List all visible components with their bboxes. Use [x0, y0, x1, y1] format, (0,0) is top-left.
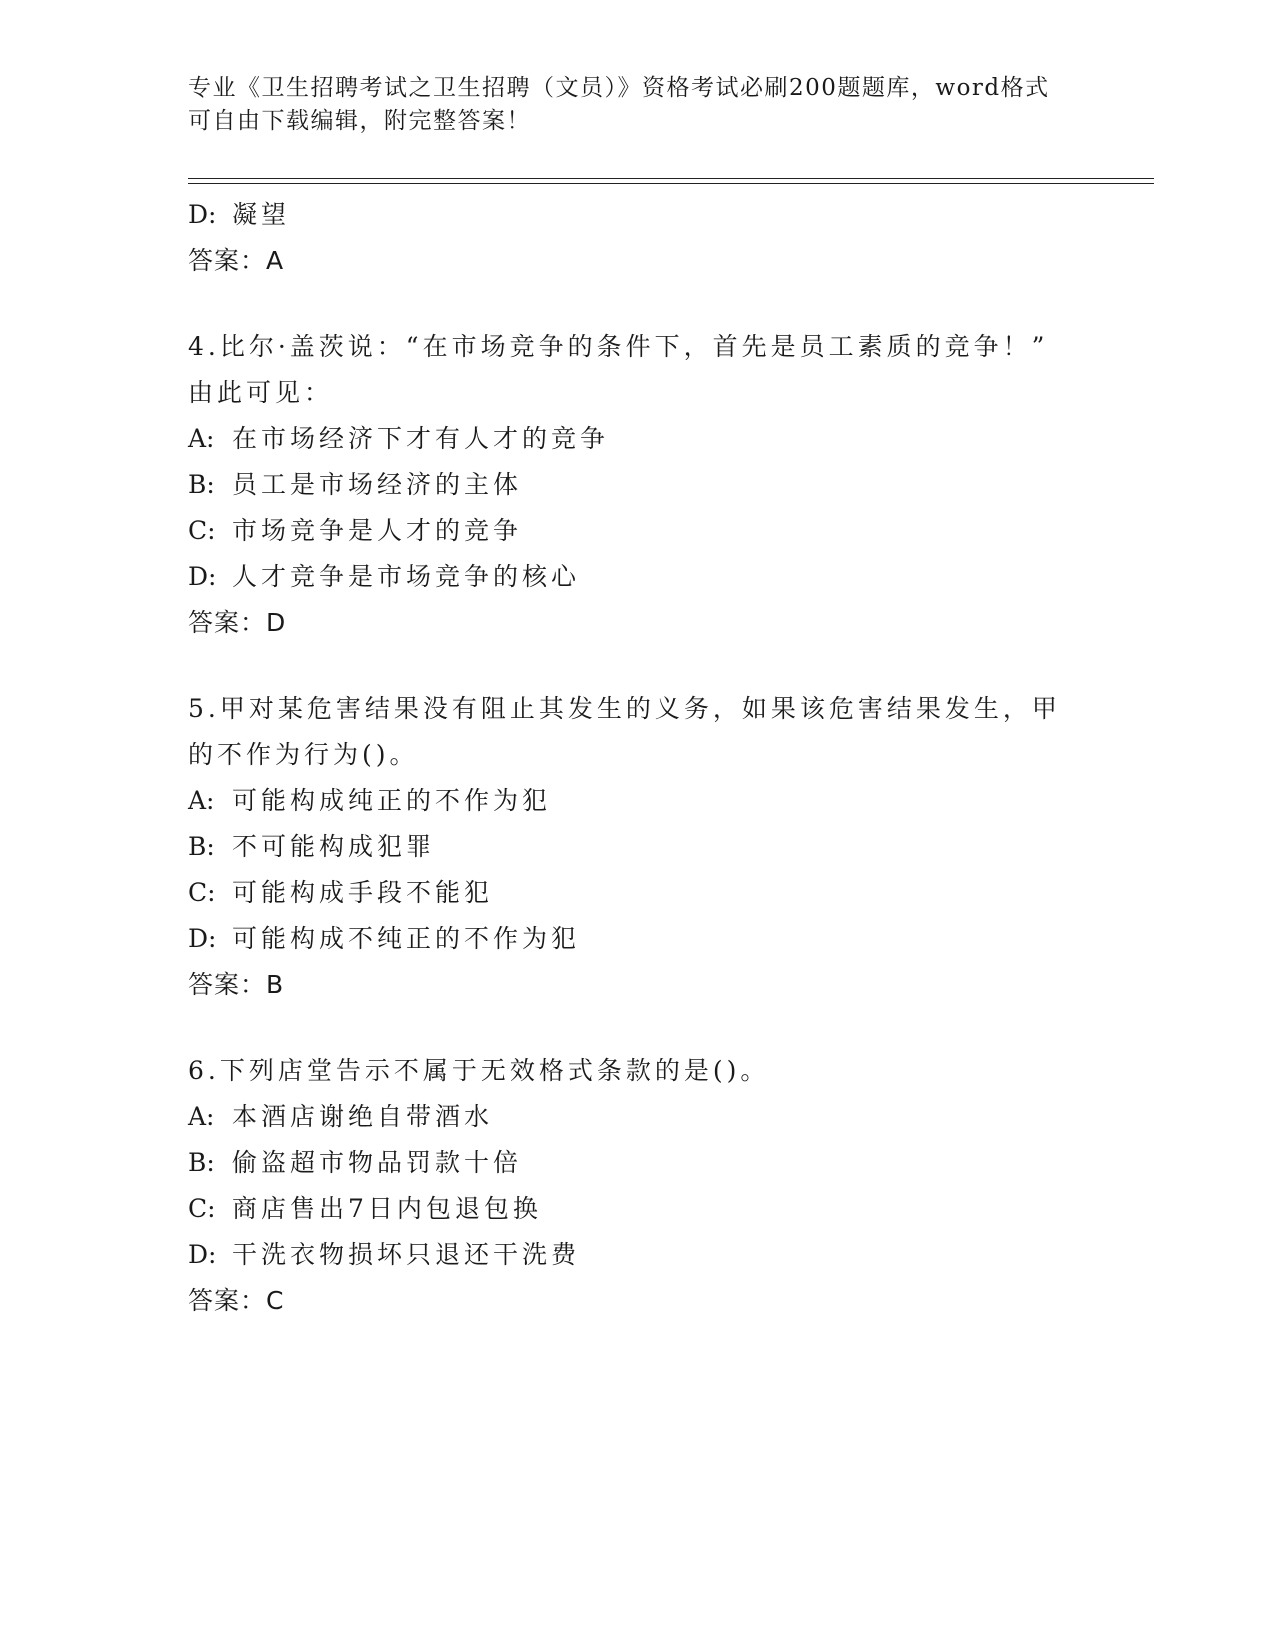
question-stem-line-1: 6.下列店堂告示不属于无效格式条款的是()。: [188, 1056, 770, 1085]
answer-line: 答案：B: [188, 970, 285, 999]
option-a: [188, 1094, 1088, 1140]
option-text: 可能构成不纯正的不作为犯: [232, 924, 581, 953]
option-text: 干洗衣物损坏只退还干洗费: [232, 1240, 581, 1269]
option-label: A:: [188, 786, 215, 815]
option-c: [188, 1186, 1088, 1232]
option-label: D:: [188, 924, 217, 953]
question-stem-line-1: 4.比尔·盖茨说：“在市场竞争的条件下，首先是员工素质的竞争！”: [188, 332, 1049, 361]
option-b: [188, 462, 1088, 508]
page-header: [188, 72, 1068, 138]
question-stem-line-2: 的不作为行为()。: [188, 740, 419, 769]
option-a: [188, 778, 1088, 824]
option-text: 不可能构成犯罪: [232, 832, 436, 861]
option-c: [188, 508, 1088, 554]
option-label: B:: [188, 832, 215, 861]
option-label: D:: [188, 562, 217, 591]
header-line-2: 可自由下载编辑，附完整答案！: [188, 108, 531, 134]
option-b: [188, 1140, 1088, 1186]
option-label: D:: [188, 200, 217, 229]
option-label: C:: [188, 516, 216, 545]
option-d: [188, 192, 1088, 238]
option-text: 商店售出7日内包退包换: [232, 1194, 542, 1223]
question-stem-line-1: 5.甲对某危害结果没有阻止其发生的义务，如果该危害结果发生，甲: [188, 694, 1061, 723]
option-d: [188, 554, 1088, 600]
option-text: 偷盗超市物品罚款十倍: [232, 1148, 523, 1177]
question-stem-line-2: 由此可见：: [188, 378, 334, 407]
option-label: A:: [188, 1102, 215, 1131]
option-text: 本酒店谢绝自带酒水: [232, 1102, 494, 1131]
option-d: [188, 1232, 1088, 1278]
option-label: D:: [188, 1240, 217, 1269]
header-rule-bottom: [188, 183, 1154, 184]
question-stem: [188, 686, 1068, 778]
option-label: B:: [188, 1148, 215, 1177]
option-label: C:: [188, 1194, 216, 1223]
question-6: [188, 1048, 1088, 1324]
option-text: 人才竞争是市场竞争的核心: [232, 562, 581, 591]
option-label: A:: [188, 424, 215, 453]
question-stem: [188, 324, 1068, 416]
option-label: B:: [188, 470, 215, 499]
option-text: 市场竞争是人才的竞争: [232, 516, 523, 545]
option-a: [188, 416, 1088, 462]
option-label: C:: [188, 878, 216, 907]
header-rule-top: [188, 178, 1154, 179]
header-line-1: 专业《卫生招聘考试之卫生招聘（文员）》资格考试必刷200题题库，word格式: [188, 75, 1050, 101]
option-text: 可能构成纯正的不作为犯: [232, 786, 552, 815]
question-5: [188, 686, 1088, 1008]
option-c: [188, 870, 1088, 916]
question-stem: [188, 1048, 1068, 1094]
option-b: [188, 824, 1088, 870]
option-text: 凝望: [232, 200, 291, 229]
option-d: [188, 916, 1088, 962]
option-text: 在市场经济下才有人才的竞争: [232, 424, 610, 453]
answer-line: 答案：D: [188, 608, 287, 637]
option-text: 员工是市场经济的主体: [232, 470, 523, 499]
answer-line: 答案：C: [188, 1286, 285, 1315]
option-text: 可能构成手段不能犯: [232, 878, 494, 907]
spacer: [188, 646, 1088, 686]
spacer: [188, 284, 1088, 324]
question-4: [188, 324, 1088, 646]
question-list: [188, 192, 1088, 1324]
question-3-tail: [188, 192, 1088, 284]
spacer: [188, 1008, 1088, 1048]
answer-line: 答案：A: [188, 246, 285, 275]
